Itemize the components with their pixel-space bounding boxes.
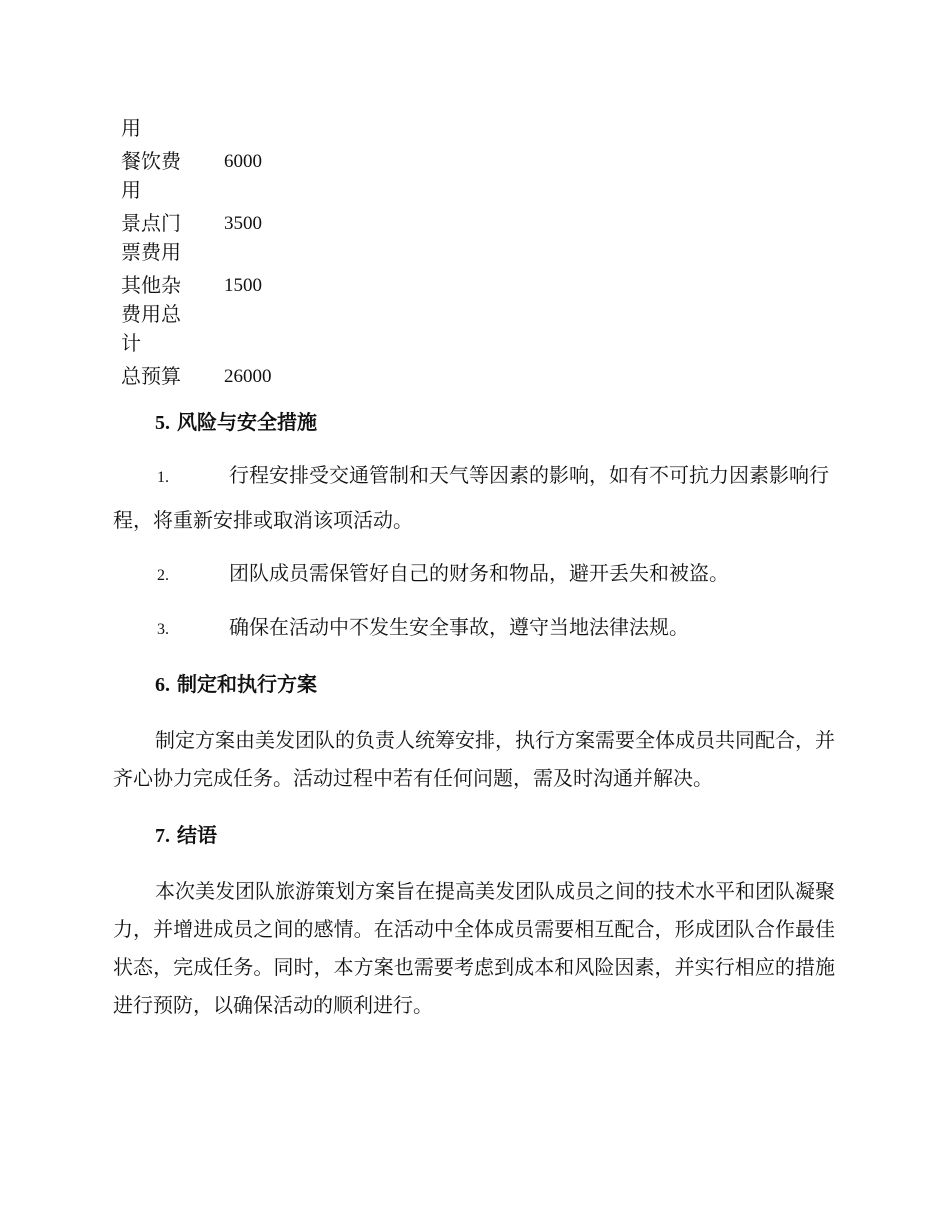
list-item-text: 团队成员需保管好自己的财务和物品，避开丢失和被盗。 <box>229 561 729 585</box>
budget-item-cell: 总预算 <box>121 364 181 388</box>
budget-amount-cell: 1500 <box>224 275 262 296</box>
section-number: 7. <box>155 825 170 847</box>
section-7-heading <box>155 821 217 850</box>
section-title: 结语 <box>176 823 217 847</box>
list-marker: 2. <box>157 567 169 584</box>
section-number: 6. <box>155 674 170 696</box>
section-6-paragraph: 制定方案由美发团队的负责人统筹安排，执行方案需要全体成员共同配合，并齐心协力完成任务。活动过程中若有任何问题，需及时沟通并解决。 <box>113 728 835 790</box>
table-row <box>121 114 272 147</box>
section-5-heading <box>155 408 317 437</box>
budget-item-cell: 其他杂费用总计 <box>121 273 181 355</box>
list-item <box>113 454 833 542</box>
budget-table <box>121 114 272 395</box>
budget-amount-cell: 3500 <box>224 213 262 234</box>
list-item-text: 行程安排受交通管制和天气等因素的影响，如有不可抗力因素影响行程，将重新安排或取消该项活动。 <box>113 463 829 532</box>
list-item-text: 确保在活动中不发生安全事故，遵守当地法律法规。 <box>229 615 689 639</box>
budget-amount-cell: 26000 <box>224 366 272 387</box>
list-item <box>113 606 833 651</box>
table-row <box>121 362 272 395</box>
section-6-heading <box>155 670 317 699</box>
section-number: 5. <box>155 412 170 434</box>
section-title: 制定和执行方案 <box>176 672 317 696</box>
list-marker: 3. <box>157 621 169 638</box>
budget-amount-cell <box>224 114 272 147</box>
list-item <box>113 552 833 597</box>
section-7-paragraph: 本次美发团队旅游策划方案旨在提高美发团队成员之间的技术水平和团队凝聚力，并增进成员之间的感情。在活动中全体成员需要相互配合，形成团队合作最佳状态，完成任务。同时，本方案也需要考虑到成本和风险因素，并实行相应的措施进行预防，以确保活动的顺利进行。 <box>113 879 835 1017</box>
budget-item-cell: 用 <box>121 116 141 140</box>
budget-item-cell: 景点门票费用 <box>121 211 181 264</box>
budget-amount-cell: 6000 <box>224 151 262 172</box>
table-row <box>121 147 272 209</box>
section-title: 风险与安全措施 <box>176 410 317 434</box>
table-row <box>121 209 272 271</box>
table-row <box>121 271 272 362</box>
list-marker: 1. <box>157 469 169 486</box>
budget-item-cell: 餐饮费用 <box>121 149 181 202</box>
